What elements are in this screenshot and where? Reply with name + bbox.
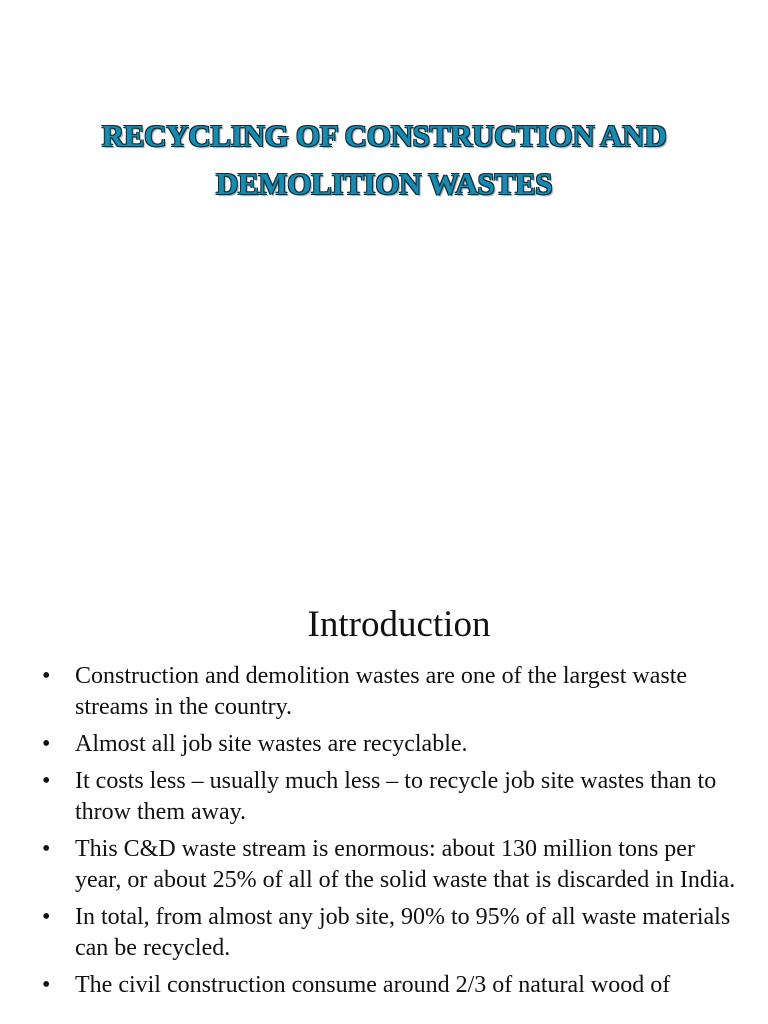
bullet-text: Construction and demolition wastes are one of the largest waste streams in the country.	[75, 663, 688, 720]
slide-title-line-1: RECYCLING OF CONSTRUCTION AND	[101, 118, 667, 153]
bullet-item	[40, 661, 740, 723]
bullet-text: Almost all job site wastes are recyclable.	[75, 731, 468, 757]
bullet-text: This C&D waste stream is enormous: about 130 million tons per year, or about 25% of all of the solid waste that is discarded in India.	[75, 836, 736, 893]
bullet-text: The civil construction consume around 2/3 of natural wood of	[75, 972, 671, 998]
bullet-text: It costs less – usually much less – to recycle job site wastes than to throw them away.	[75, 768, 717, 825]
section-heading: Introduction	[307, 604, 491, 645]
bullet-text: In total, from almost any job site, 90% to 95% of all waste materials can be recycled.	[75, 904, 731, 961]
bullet-item	[40, 834, 740, 896]
bullet-item	[40, 766, 740, 828]
bullet-dot-icon: •	[42, 836, 51, 862]
bullet-item	[40, 729, 740, 760]
bullet-dot-icon: •	[42, 663, 51, 689]
bullet-dot-icon: •	[42, 972, 51, 998]
bullet-item	[40, 970, 740, 1001]
slide-title-line-2: DEMOLITION WASTES	[215, 166, 553, 201]
slide-title	[0, 112, 768, 208]
bullet-dot-icon: •	[42, 904, 51, 930]
bullet-item	[40, 902, 740, 964]
bullet-dot-icon: •	[42, 768, 51, 794]
bullet-list	[40, 661, 740, 1007]
bullet-dot-icon: •	[42, 731, 51, 757]
